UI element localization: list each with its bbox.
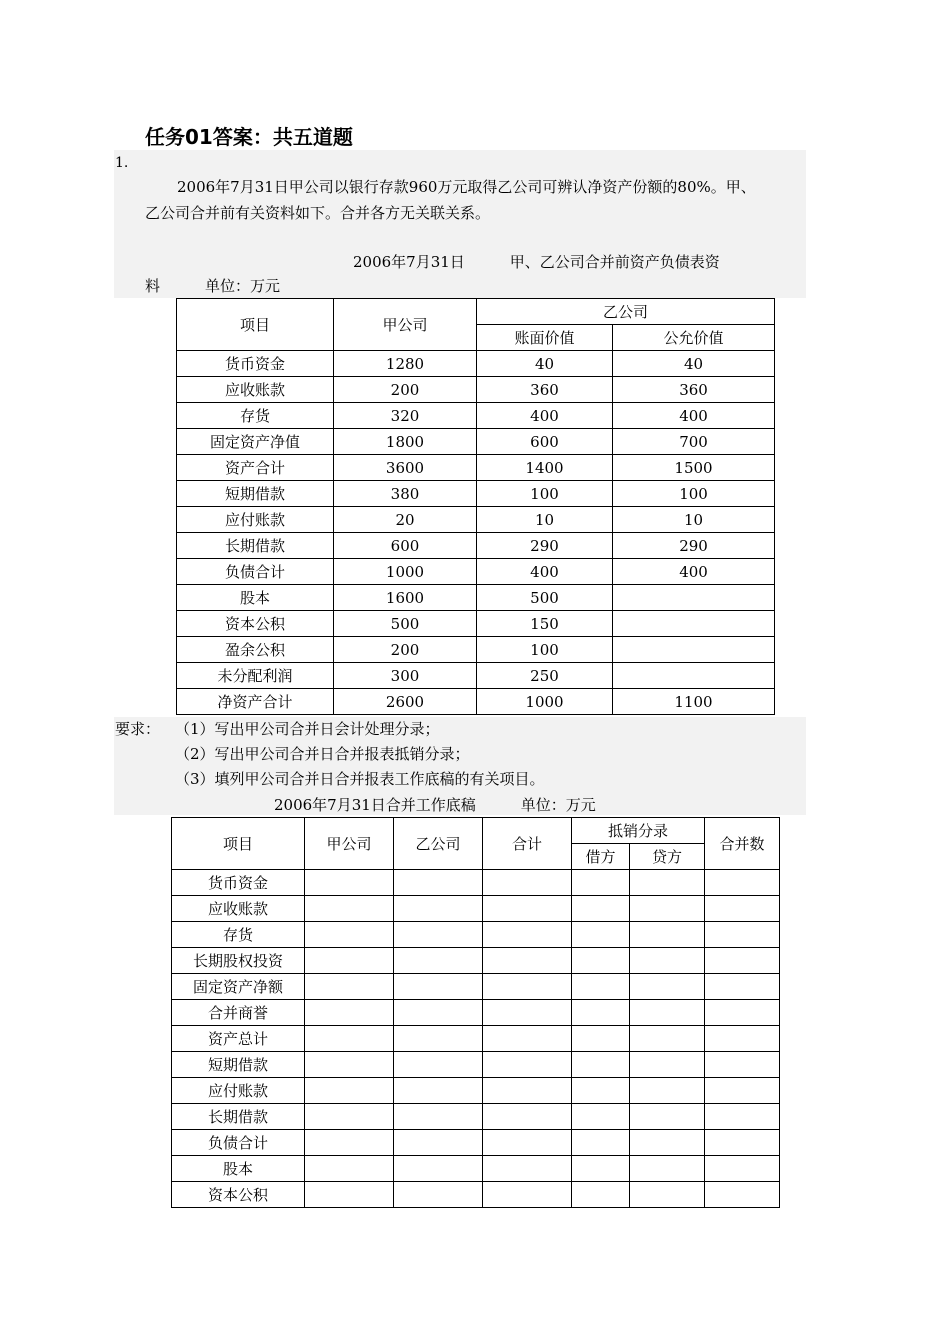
t1-cell: 400 (477, 403, 613, 429)
t2-header-credit: 贷方 (630, 844, 705, 870)
t1-cell (613, 663, 775, 689)
t2-empty-cell (305, 1026, 394, 1052)
t2-empty-cell (630, 1104, 705, 1130)
t2-row-label: 货币资金 (172, 870, 305, 896)
table-row (172, 1156, 780, 1182)
t2-empty-cell (394, 922, 483, 948)
table-row (177, 585, 775, 611)
t2-empty-cell (394, 1104, 483, 1130)
t2-empty-cell (305, 1130, 394, 1156)
t2-empty-cell (572, 1078, 630, 1104)
t1-cell: 净资产合计 (177, 689, 334, 715)
t2-empty-cell (705, 1052, 780, 1078)
t1-cell: 200 (334, 377, 477, 403)
t1-cell: 资产合计 (177, 455, 334, 481)
t2-empty-cell (394, 870, 483, 896)
page-title: 任务01答案：共五道题 (145, 125, 353, 149)
t1-cell: 320 (334, 403, 477, 429)
t1-header-item: 项目 (177, 299, 334, 351)
t2-row-label: 负债合计 (172, 1130, 305, 1156)
t2-empty-cell (630, 1078, 705, 1104)
t2-empty-cell (305, 1052, 394, 1078)
t2-empty-cell (305, 870, 394, 896)
t2-empty-cell (705, 896, 780, 922)
t2-row-label: 固定资产净额 (172, 974, 305, 1000)
t2-row-label: 存货 (172, 922, 305, 948)
table-row (172, 896, 780, 922)
requirements-label: 要求： (115, 720, 161, 738)
t1-cell: 250 (477, 663, 613, 689)
t1-cell: 600 (477, 429, 613, 455)
t1-cell: 1500 (613, 455, 775, 481)
table-row (177, 507, 775, 533)
t2-empty-cell (305, 1104, 394, 1130)
intro-line-1: 2006年7月31日甲公司以银行存款960万元取得乙公司可辨认净资产份额的80%。甲、 (177, 178, 756, 196)
table-row (177, 663, 775, 689)
t2-row-label: 短期借款 (172, 1052, 305, 1078)
t2-empty-cell (630, 1026, 705, 1052)
t1-cell: 40 (477, 351, 613, 377)
t2-empty-cell (394, 1052, 483, 1078)
table-row (172, 1182, 780, 1208)
t2-empty-cell (630, 922, 705, 948)
table1-caption-line-2: 料 单位：万元 (145, 277, 281, 295)
t2-empty-cell (630, 1052, 705, 1078)
intro-line-2: 乙公司合并前有关资料如下。合并各方无关联关系。 (145, 204, 491, 222)
t2-empty-cell (483, 1078, 572, 1104)
t2-row-label: 合并商誉 (172, 1000, 305, 1026)
t2-header-yi: 乙公司 (394, 818, 483, 870)
t2-empty-cell (305, 1000, 394, 1026)
table2-caption: 2006年7月31日合并工作底稿 单位：万元 (274, 796, 596, 814)
t2-empty-cell (572, 1156, 630, 1182)
t2-empty-cell (705, 1182, 780, 1208)
t2-empty-cell (630, 974, 705, 1000)
t2-header-debit: 借方 (572, 844, 630, 870)
t2-empty-cell (305, 1078, 394, 1104)
t2-empty-cell (394, 1078, 483, 1104)
t2-empty-cell (305, 974, 394, 1000)
t1-cell: 150 (477, 611, 613, 637)
table-row (172, 974, 780, 1000)
t1-cell: 500 (334, 611, 477, 637)
t2-row-label: 长期借款 (172, 1104, 305, 1130)
table1-caption-line-1: 2006年7月31日 甲、乙公司合并前资产负债表资 (353, 253, 720, 271)
t2-row-label: 应收账款 (172, 896, 305, 922)
t1-cell: 固定资产净值 (177, 429, 334, 455)
t2-empty-cell (705, 974, 780, 1000)
t1-cell: 3600 (334, 455, 477, 481)
requirement-3: （3）填列甲公司合并日合并报表工作底稿的有关项目。 (175, 770, 545, 788)
t2-empty-cell (394, 1000, 483, 1026)
table-row (177, 351, 775, 377)
t1-cell: 盈余公积 (177, 637, 334, 663)
t2-empty-cell (572, 1052, 630, 1078)
t2-empty-cell (572, 870, 630, 896)
t1-cell: 1000 (477, 689, 613, 715)
table-row (172, 922, 780, 948)
t2-empty-cell (305, 948, 394, 974)
t2-empty-cell (705, 1130, 780, 1156)
t1-cell: 1400 (477, 455, 613, 481)
t2-empty-cell (705, 1156, 780, 1182)
t1-cell: 应收账款 (177, 377, 334, 403)
table-row (177, 403, 775, 429)
t1-cell: 1600 (334, 585, 477, 611)
t2-empty-cell (394, 1182, 483, 1208)
t2-empty-cell (483, 1104, 572, 1130)
t2-empty-cell (572, 948, 630, 974)
t1-cell: 1280 (334, 351, 477, 377)
t1-cell: 10 (613, 507, 775, 533)
t2-empty-cell (572, 1026, 630, 1052)
t1-cell: 负债合计 (177, 559, 334, 585)
table-row (177, 455, 775, 481)
t2-row-label: 应付账款 (172, 1078, 305, 1104)
table-row (172, 1052, 780, 1078)
t2-empty-cell (630, 948, 705, 974)
t1-header-fair-value: 公允价值 (613, 325, 775, 351)
t1-cell: 300 (334, 663, 477, 689)
t1-cell (613, 611, 775, 637)
table-row (172, 948, 780, 974)
t1-cell: 短期借款 (177, 481, 334, 507)
t1-cell: 100 (477, 637, 613, 663)
t2-empty-cell (572, 1104, 630, 1130)
t2-empty-cell (483, 922, 572, 948)
table-row (177, 429, 775, 455)
t2-empty-cell (630, 1156, 705, 1182)
question-number: 1. (115, 155, 129, 171)
t2-empty-cell (394, 1026, 483, 1052)
t2-header-jia: 甲公司 (305, 818, 394, 870)
table-row (177, 611, 775, 637)
t2-empty-cell (394, 896, 483, 922)
t1-cell (613, 585, 775, 611)
t2-empty-cell (572, 922, 630, 948)
t2-empty-cell (305, 1156, 394, 1182)
t1-cell: 360 (477, 377, 613, 403)
t2-empty-cell (483, 1156, 572, 1182)
t1-cell: 400 (613, 403, 775, 429)
t2-empty-cell (483, 948, 572, 974)
t2-empty-cell (705, 1000, 780, 1026)
t2-empty-cell (705, 1078, 780, 1104)
t1-header-jia: 甲公司 (334, 299, 477, 351)
t1-cell: 2600 (334, 689, 477, 715)
t2-empty-cell (394, 974, 483, 1000)
t2-empty-cell (483, 1052, 572, 1078)
t1-cell: 200 (334, 637, 477, 663)
t1-header-yi: 乙公司 (477, 299, 775, 325)
t2-header-elimination: 抵销分录 (572, 818, 705, 844)
t2-empty-cell (572, 1130, 630, 1156)
t1-cell: 400 (477, 559, 613, 585)
t1-cell: 股本 (177, 585, 334, 611)
requirement-2: （2）写出甲公司合并日合并报表抵销分录； (175, 745, 470, 763)
t2-header-total: 合计 (483, 818, 572, 870)
balance-sheet-table (176, 298, 775, 715)
t1-cell: 400 (613, 559, 775, 585)
t1-cell: 290 (477, 533, 613, 559)
consolidation-worksheet-table (171, 817, 780, 1208)
t2-empty-cell (630, 1182, 705, 1208)
t1-cell: 1100 (613, 689, 775, 715)
t2-empty-cell (705, 870, 780, 896)
t2-empty-cell (705, 948, 780, 974)
t2-empty-cell (394, 1130, 483, 1156)
t2-empty-cell (483, 1000, 572, 1026)
t2-empty-cell (630, 1130, 705, 1156)
t2-row-label: 资本公积 (172, 1182, 305, 1208)
t1-cell: 20 (334, 507, 477, 533)
table-row (172, 1078, 780, 1104)
table-row (172, 1026, 780, 1052)
table-row (177, 377, 775, 403)
t1-cell: 货币资金 (177, 351, 334, 377)
t2-empty-cell (572, 1182, 630, 1208)
t2-empty-cell (305, 1182, 394, 1208)
t1-cell: 资本公积 (177, 611, 334, 637)
table-row (177, 637, 775, 663)
requirement-1: （1）写出甲公司合并日会计处理分录； (175, 720, 440, 738)
t2-empty-cell (483, 1130, 572, 1156)
t2-header-item: 项目 (172, 818, 305, 870)
t2-empty-cell (483, 1026, 572, 1052)
t2-empty-cell (705, 1026, 780, 1052)
t1-cell: 未分配利润 (177, 663, 334, 689)
table-row (172, 870, 780, 896)
t1-cell: 1800 (334, 429, 477, 455)
t2-empty-cell (483, 1182, 572, 1208)
t2-empty-cell (705, 922, 780, 948)
t2-empty-cell (483, 974, 572, 1000)
t1-cell: 存货 (177, 403, 334, 429)
table-row (177, 689, 775, 715)
table-row (172, 1130, 780, 1156)
t1-cell: 长期借款 (177, 533, 334, 559)
t2-row-label: 资产总计 (172, 1026, 305, 1052)
t2-empty-cell (572, 896, 630, 922)
t2-empty-cell (305, 896, 394, 922)
t1-cell: 100 (477, 481, 613, 507)
t2-empty-cell (630, 896, 705, 922)
t1-header-book-value: 账面价值 (477, 325, 613, 351)
t1-cell: 500 (477, 585, 613, 611)
t1-cell: 1000 (334, 559, 477, 585)
table-row (177, 559, 775, 585)
t1-cell: 10 (477, 507, 613, 533)
table-row (177, 481, 775, 507)
t2-empty-cell (572, 974, 630, 1000)
t2-row-label: 股本 (172, 1156, 305, 1182)
t2-empty-cell (572, 1000, 630, 1026)
t1-cell: 应付账款 (177, 507, 334, 533)
t2-empty-cell (483, 896, 572, 922)
t2-header-merged: 合并数 (705, 818, 780, 870)
t1-cell: 380 (334, 481, 477, 507)
t1-cell: 40 (613, 351, 775, 377)
t2-empty-cell (705, 1104, 780, 1130)
table-row (172, 1000, 780, 1026)
t1-cell: 290 (613, 533, 775, 559)
t1-cell: 600 (334, 533, 477, 559)
t2-empty-cell (630, 1000, 705, 1026)
t2-empty-cell (305, 922, 394, 948)
t2-empty-cell (394, 1156, 483, 1182)
t2-row-label: 长期股权投资 (172, 948, 305, 974)
t2-empty-cell (483, 870, 572, 896)
table-row (177, 533, 775, 559)
t1-cell: 360 (613, 377, 775, 403)
t1-cell: 100 (613, 481, 775, 507)
table-row (172, 1104, 780, 1130)
t2-empty-cell (394, 948, 483, 974)
t2-empty-cell (630, 870, 705, 896)
t1-cell: 700 (613, 429, 775, 455)
t1-cell (613, 637, 775, 663)
